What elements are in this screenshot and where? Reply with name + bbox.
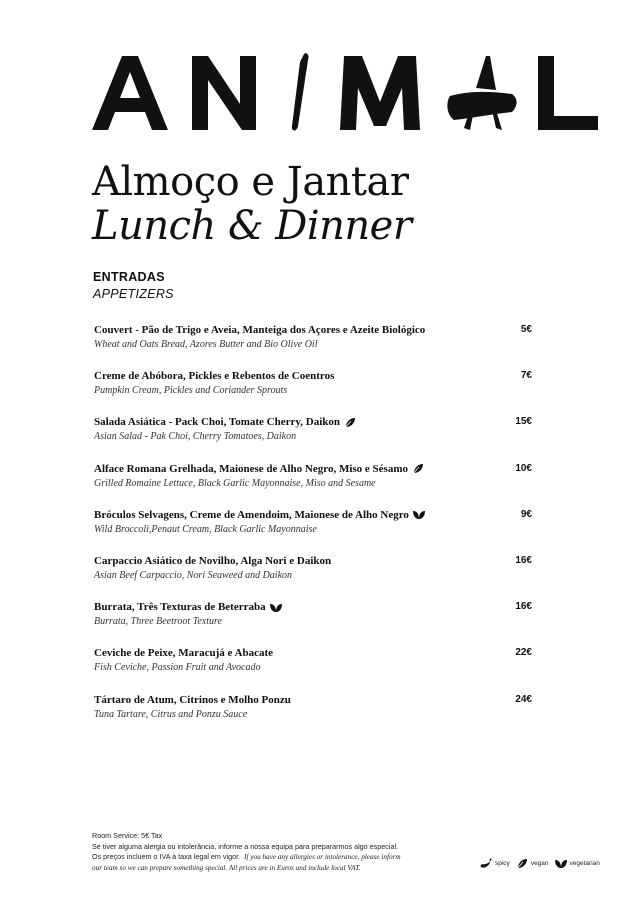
vegan-icon	[516, 858, 528, 869]
chili-icon	[480, 858, 492, 869]
menu-item-price: 24€	[515, 693, 532, 705]
vegetarian-icon	[413, 509, 425, 520]
allergy-note-en-2: our team so we can prepare something special. All prices are in Euros and include local VAT.	[92, 863, 361, 872]
menu-item-description: Fish Ceviche, Passion Fruit and Avocado	[94, 662, 261, 674]
menu-item	[94, 693, 532, 739]
menu-item-name: Tártaro de Atum, Citrinos e Molho Ponzu	[94, 693, 291, 706]
menu-item-description: Burrata, Three Beetroot Texture	[94, 616, 222, 628]
menu-item-price: 16€	[515, 601, 532, 613]
menu-item-list	[94, 323, 532, 739]
menu-item	[94, 323, 532, 369]
menu-item-price: 9€	[520, 508, 532, 520]
title-english: Lunch & Dinner	[92, 203, 412, 249]
allergy-note-en-1: If you have any allergies or intolerance, please inform	[244, 853, 401, 861]
menu-item-description: Wild Broccoli,Penaut Cream, Black Garlic Mayonnaise	[94, 523, 317, 535]
menu-item-name: Bróculos Selvagens, Creme de Amendoim, Maionese de Alho Negro	[94, 508, 532, 522]
menu-item-description: Asian Beef Carpaccio, Nori Seaweed and Daikon	[94, 569, 293, 581]
menu-item	[94, 508, 532, 554]
vegetarian-icon	[555, 858, 567, 869]
legend-spicy: spicy	[480, 858, 510, 869]
menu-item-price: 5€	[520, 324, 532, 335]
menu-item	[94, 415, 532, 461]
animal-logo	[92, 48, 602, 136]
menu-item	[94, 554, 532, 600]
vegan-icon	[344, 417, 356, 428]
menu-item-description: Grilled Romaine Lettuce, Black Garlic Mayonnaise, Miso and Sesame	[94, 477, 376, 489]
menu-item	[94, 369, 532, 415]
allergy-note-pt: Se tiver alguma alergia ou intolerância, informe a nossa equipa para prepararmos algo especial.	[92, 841, 399, 851]
menu-item-description: Wheat and Oats Bread, Azores Butter and Bio Olive Oil	[94, 339, 318, 350]
menu-item-name: Burrata, Três Texturas de Beterraba	[94, 600, 532, 614]
menu-item-price: 15€	[515, 416, 532, 428]
menu-item	[94, 462, 532, 508]
menu-item-price: 7€	[520, 370, 532, 382]
legend-vegetarian: vegetarian	[555, 858, 600, 869]
section-title-english: APPETIZERS	[93, 287, 174, 301]
menu-item	[94, 600, 532, 646]
menu-item-name: Creme de Abóbora, Pickles e Rebentos de Coentros	[94, 370, 335, 383]
menu-item-name: Alface Romana Grelhada, Maionese de Alho Negro, Miso e Sésamo	[94, 462, 532, 476]
menu-item-description: Pumpkin Cream, Pickles and Coriander Sprouts	[94, 385, 288, 397]
menu-item-name: Carpaccio Asiático de Novilho, Alga Nori e Daikon	[94, 554, 332, 567]
vegan-icon	[412, 463, 424, 474]
title-portuguese: Almoço e Jantar	[92, 159, 409, 205]
room-service-note: Room Service: 5€ Tax	[92, 831, 163, 840]
menu-item-description: Asian Salad - Pak Choi, Cherry Tomatoes, Daikon	[94, 431, 297, 443]
legend-vegan: vegan	[516, 858, 549, 869]
menu-item-price: 22€	[515, 647, 532, 659]
menu-item	[94, 646, 532, 692]
menu-item-price: 10€	[515, 462, 532, 474]
menu-item-name: Ceviche de Peixe, Maracujá e Abacate	[94, 647, 273, 660]
footer-notes	[92, 831, 452, 873]
dietary-legend	[480, 858, 600, 869]
animal-logo-wordmark	[92, 48, 602, 136]
menu-item-name: Salada Asiática - Pack Choi, Tomate Cherry, Daikon	[94, 415, 532, 429]
vegetarian-icon	[270, 602, 282, 613]
menu-item-description: Tuna Tartare, Citrus and Ponzu Sauce	[94, 708, 248, 720]
section-title-portuguese: ENTRADAS	[93, 270, 165, 284]
vat-note: Os preços incluem o IVA à taxa legal em vigor. If you have any allergies or intolerance, please inform	[92, 852, 401, 861]
menu-item-name: Couvert - Pão de Trigo e Aveia, Manteiga dos Açores e Azeite Biológico	[94, 324, 426, 336]
menu-item-price: 16€	[515, 554, 532, 566]
